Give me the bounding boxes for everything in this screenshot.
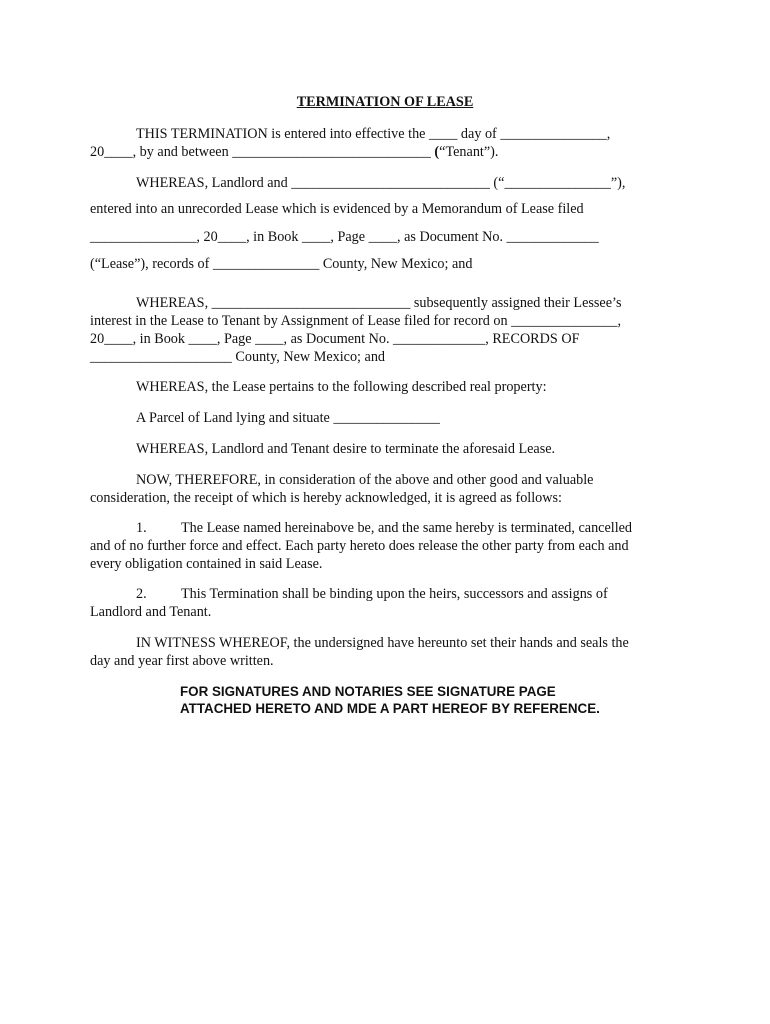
bold-paren: ( <box>434 144 440 160</box>
paragraph-effective-line-2 <box>90 143 498 161</box>
whereas-landlord-line-2: entered into an unrecorded Lease which is evidenced by a Memorandum of Lease filed <box>90 201 584 217</box>
whereas-assigned-line-4: ____________________ County, New Mexico; and <box>90 349 386 365</box>
item-1-line-2: and of no further force and effect. Each party hereto does release the other party from each and <box>90 538 629 554</box>
whereas-landlord-line-3: _______________, 20____, in Book ____, Page ____, as Document No. _____________ <box>90 229 599 245</box>
whereas-landlord-line-4: (“Lease”), records of _______________ County, New Mexico; and <box>90 256 473 272</box>
signature-note-line-2: ATTACHED HERETO AND MDE A PART HEREOF BY REFERENCE. <box>180 701 600 716</box>
item-1-number: 1. <box>136 520 147 536</box>
whereas-landlord-line-1: WHEREAS, Landlord and ____________________________ (“_______________”), <box>136 175 626 191</box>
whereas-property-line: WHEREAS, the Lease pertains to the following described real property: <box>136 379 547 395</box>
tenant-text: “Tenant”). <box>439 144 499 160</box>
parcel-line: A Parcel of Land lying and situate _______________ <box>136 410 440 426</box>
item-1-line-1 <box>136 519 632 537</box>
item-1-line-3: every obligation contained in said Lease. <box>90 556 323 572</box>
whereas-terminate-line: WHEREAS, Landlord and Tenant desire to terminate the aforesaid Lease. <box>136 441 556 457</box>
item-1-text: The Lease named hereinabove be, and the same hereby is terminated, cancelled <box>181 520 633 536</box>
item-2-line-1 <box>136 585 608 603</box>
paragraph-effective-line-1: THIS TERMINATION is entered into effective the ____ day of _______________, <box>136 126 611 142</box>
parties-text: 20____, by and between ____________________________ <box>90 144 435 160</box>
whereas-assigned-line-2: interest in the Lease to Tenant by Assignment of Lease filed for record on _______________, <box>90 313 622 329</box>
witness-line-2: day and year first above written. <box>90 653 274 669</box>
item-2-line-2: Landlord and Tenant. <box>90 604 212 620</box>
item-2-number: 2. <box>136 586 147 602</box>
whereas-assigned-line-3: 20____, in Book ____, Page ____, as Document No. _____________, RECORDS OF <box>90 331 580 347</box>
signature-note-line-1: FOR SIGNATURES AND NOTARIES SEE SIGNATURE PAGE <box>180 684 556 699</box>
item-2-text: This Termination shall be binding upon the heirs, successors and assigns of <box>181 586 608 602</box>
now-therefore-line-1: NOW, THEREFORE, in consideration of the above and other good and valuable <box>136 472 594 488</box>
document-title: TERMINATION OF LEASE <box>296 94 474 110</box>
now-therefore-line-2: consideration, the receipt of which is hereby acknowledged, it is agreed as follows: <box>90 490 562 506</box>
witness-line-1: IN WITNESS WHEREOF, the undersigned have hereunto set their hands and seals the <box>136 635 629 651</box>
whereas-assigned-line-1: WHEREAS, ____________________________ subsequently assigned their Lessee’s <box>136 295 622 311</box>
